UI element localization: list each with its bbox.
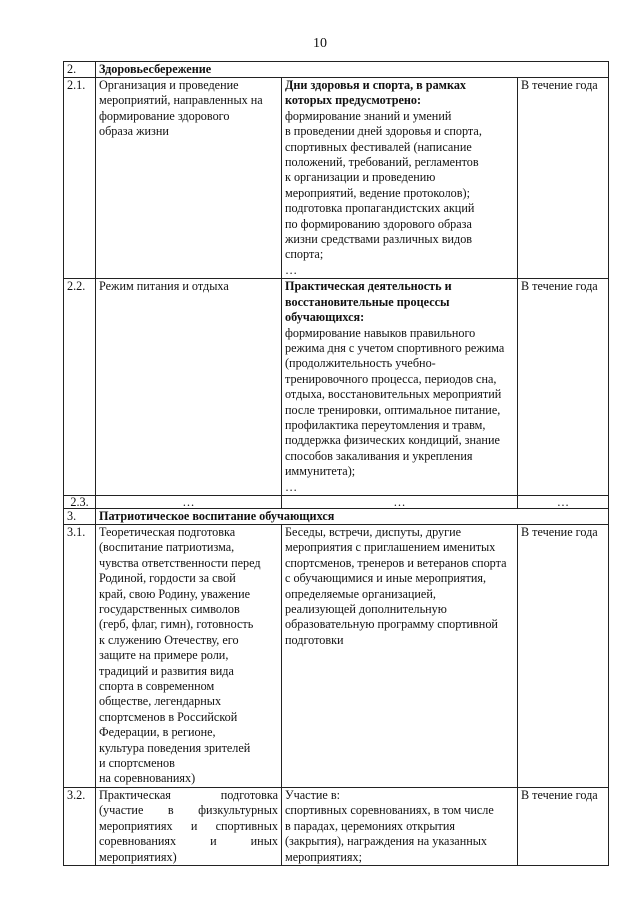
activity-content	[282, 495, 518, 508]
section-row	[64, 62, 609, 78]
term: В течение года	[518, 279, 609, 496]
text-line: (герб, флаг, гимн), готовность	[99, 617, 254, 632]
text-line: …	[285, 262, 298, 277]
text-line: …	[182, 494, 195, 509]
text-line: подготовки	[285, 632, 344, 647]
text-line: Участие в:	[285, 787, 341, 802]
text-line: поддержка физических кондиций, знание	[285, 433, 500, 448]
text-line: защите на примере роли,	[99, 648, 229, 663]
text-line: в парадах, церемониях открытия	[285, 818, 455, 833]
table-row	[64, 279, 609, 496]
text-line: (закрытия), награждения на указанных	[285, 834, 488, 849]
row-number: 2.3.	[64, 495, 96, 508]
term: В течение года	[518, 787, 609, 865]
section-title: Патриотическое воспитание обучающихся	[96, 508, 609, 524]
table-row	[64, 787, 609, 865]
text-line: иммунитета);	[285, 464, 356, 479]
text-line: спорта;	[285, 247, 324, 262]
text-line: по формированию здорового образа	[285, 216, 472, 231]
text-line: к организации и проведению	[285, 170, 436, 185]
text-line: реализующей дополнительную	[285, 602, 447, 616]
text-line: Организация и проведение	[99, 78, 239, 92]
text-line: с обучающимися и иные мероприятия,	[285, 571, 487, 586]
text-line: …	[285, 479, 298, 494]
activity-content	[282, 787, 518, 865]
activity-name	[96, 787, 282, 865]
activity-content	[282, 78, 518, 279]
text-line: Родиной, гордости за свой	[99, 571, 236, 586]
row-number: 3.1.	[64, 524, 96, 787]
text-line: спортивных соревнованиях, в том числе	[285, 803, 494, 818]
text-line: (участие в физкультурных	[99, 803, 278, 818]
text-line: тренировочного процесса, периодов сна,	[285, 371, 497, 386]
text-line: мероприятия с приглашением именитых	[285, 540, 496, 555]
text-line: отдыха, восстановительных мероприятий	[285, 387, 502, 402]
term: В течение года	[518, 78, 609, 279]
text-line: (воспитание патриотизма,	[99, 540, 235, 555]
text-line: мероприятиях;	[285, 849, 362, 864]
text-line: восстановительные процессы	[285, 294, 450, 309]
activity-name	[96, 524, 282, 787]
text-line: чувства ответственности перед	[99, 555, 261, 570]
row-number: 3.2.	[64, 787, 96, 865]
text-line: после тренировки, оптимальное питание,	[285, 402, 501, 417]
text-line: обществе, легендарных	[99, 694, 222, 709]
text-line: на соревнованиях)	[99, 771, 196, 786]
text-line: формирование знаний и умений	[285, 108, 452, 123]
text-line: (продолжительность учебно-	[285, 356, 436, 371]
text-line: спортсменов в Российской	[99, 709, 238, 724]
text-line: режима дня с учетом спортивного режима	[285, 340, 505, 355]
education-plan-table	[63, 61, 609, 866]
text-line: способов закаливания и укрепления	[285, 448, 473, 463]
text-line: Режим питания и отдыха	[99, 279, 229, 294]
text-line: жизни средствами различных видов	[285, 232, 473, 247]
text-line: спортивных фестивалей (написание	[285, 139, 472, 154]
activity-content	[282, 279, 518, 496]
text-line: профилактика переутомления и травм,	[285, 417, 486, 432]
text-line: Теоретическая подготовка	[99, 524, 236, 539]
section-title: Здоровьесбережение	[96, 62, 609, 78]
activity-name	[96, 495, 282, 508]
text-line: мероприятиях и спортивных	[99, 818, 278, 833]
text-line: мероприятий, ведение протоколов);	[285, 185, 470, 200]
text-line: традиций и развития вида	[99, 663, 234, 678]
section-number: 2.	[64, 62, 96, 78]
text-line: государственных символов	[99, 602, 240, 616]
table-row	[64, 524, 609, 787]
text-line: Дни здоровья и спорта, в рамках	[285, 78, 467, 92]
row-number: 2.1.	[64, 78, 96, 279]
text-line: и спортсменов	[99, 756, 175, 771]
table-row	[64, 78, 609, 279]
term: …	[518, 495, 609, 508]
text-line: мероприятиях)	[99, 849, 177, 864]
activity-name	[96, 78, 282, 279]
text-line: Беседы, встречи, диспуты, другие	[285, 524, 462, 539]
text-line: определяемые организацией,	[285, 586, 436, 601]
plan-table-body	[64, 62, 609, 866]
text-line: Практическая подготовка	[99, 787, 278, 802]
text-line: в проведении дней здоровья и спорта,	[285, 124, 482, 139]
text-line: положений, требований, регламентов	[285, 155, 479, 170]
text-line: культура поведения зрителей	[99, 740, 251, 755]
row-number: 2.2.	[64, 279, 96, 496]
text-line: которых предусмотрено:	[285, 93, 422, 108]
text-line: образа жизни	[99, 124, 169, 139]
text-line: соревнованиях и иных	[99, 834, 278, 849]
text-line: …	[393, 494, 406, 509]
text-line: Федерации, в регионе,	[99, 725, 216, 740]
text-line: Практическая деятельность и	[285, 279, 452, 294]
activity-content	[282, 524, 518, 787]
section-row	[64, 508, 609, 524]
text-line: формирование здорового	[99, 108, 230, 123]
text-line: край, свою Родину, уважение	[99, 586, 251, 601]
section-number: 3.	[64, 508, 96, 524]
table-row	[64, 495, 609, 508]
activity-name	[96, 279, 282, 496]
text-line: обучающихся:	[285, 310, 365, 325]
text-line: образовательную программу спортивной	[285, 617, 498, 632]
text-line: подготовка пропагандистских акций	[285, 201, 475, 216]
text-line: формирование навыков правильного	[285, 325, 476, 340]
page-number: 10	[313, 36, 327, 51]
text-line: мероприятий, направленных на	[99, 93, 263, 108]
text-line: спорта в современном	[99, 679, 215, 694]
text-line: спортсменов, тренеров и ветеранов спорта	[285, 555, 507, 570]
text-line: к служению Отечеству, его	[99, 632, 239, 647]
term: В течение года	[518, 524, 609, 787]
